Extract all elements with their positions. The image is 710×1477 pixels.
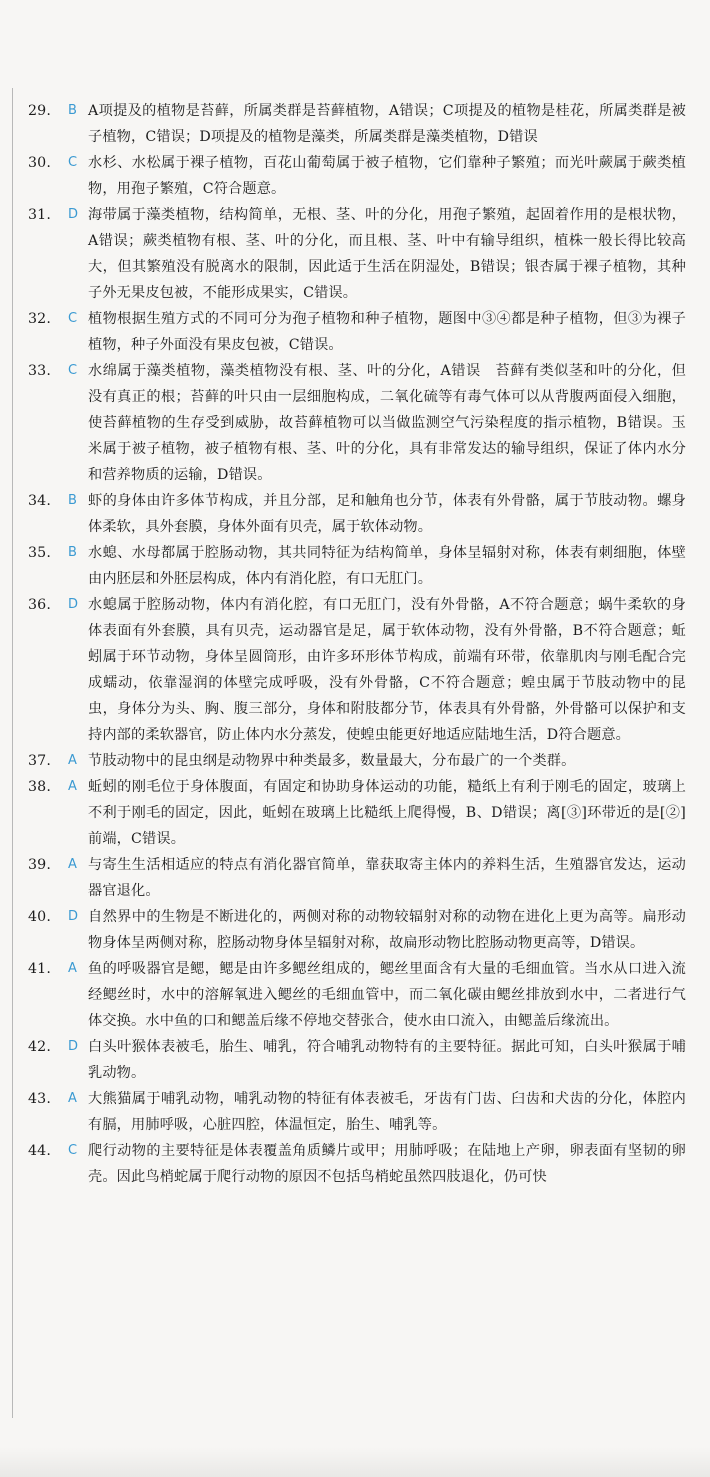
answer-letter: A (68, 753, 78, 768)
answer-item (28, 358, 686, 488)
answer-letter: A (68, 961, 78, 976)
answer-item (28, 774, 686, 852)
explanation-text: 蚯蚓的刚毛位于身体腹面，有固定和协助身体运动的功能，糙纸上有利于刚毛的固定，玻璃上不利于刚毛的固定，因此，蚯蚓在玻璃上比糙纸上爬得慢，B、D错误；离[③]环带近的是[②]前端，C错误。 (88, 779, 686, 847)
explanation-text: 水螅、水母都属于腔肠动物，其共同特征为结构简单，身体呈辐射对称，体表有刺细胞，体壁由内胚层和外胚层构成，体内有消化腔，有口无肛门。 (88, 545, 686, 587)
explanation-text: A项提及的植物是苔藓，所属类群是苔藓植物，A错误；C项提及的植物是桂花，所属类群是被子植物，C错误；D项提及的植物是藻类，所属类群是藻类植物，D错误 (88, 103, 686, 145)
question-number: 43. (28, 1091, 52, 1107)
answer-letter: B (68, 545, 78, 560)
answer-letter: D (68, 597, 79, 612)
explanation-text: 海带属于藻类植物，结构简单，无根、茎、叶的分化，用孢子繁殖，起固着作用的是根状物，A错误；蕨类植物有根、茎、叶的分化，而且根、茎、叶中有输导组织，植株一般长得比较高大，但其繁殖没有脱离水的限制，因此适于生活在阴湿处，B错误；银杏属于裸子植物，其种子外无果皮包被，不能形成果实，C错误。 (88, 207, 686, 301)
answer-item (28, 488, 686, 540)
answer-letter: A (68, 857, 78, 872)
explanation-text: 与寄生生活相适应的特点有消化器官简单，靠获取寄主体内的养料生活，生殖器官发达，运动器官退化。 (88, 857, 686, 899)
question-number: 42. (28, 1039, 52, 1055)
question-number: 40. (28, 909, 52, 925)
answer-item (28, 1086, 686, 1138)
question-number: 39. (28, 857, 52, 873)
answer-item (28, 98, 686, 150)
answer-item (28, 748, 686, 774)
answer-letter: A (68, 779, 78, 794)
answer-letter: C (68, 1143, 78, 1158)
answer-letter: C (68, 155, 78, 170)
answer-item (28, 540, 686, 592)
question-number: 44. (28, 1143, 52, 1159)
question-number: 32. (28, 311, 52, 327)
answer-item (28, 852, 686, 904)
answer-letter: D (68, 1039, 79, 1054)
explanation-text: 鱼的呼吸器官是鳃，鳃是由许多鳃丝组成的，鳃丝里面含有大量的毛细血管。当水从口进入流经鳃丝时，水中的溶解氧进入鳃丝的毛细血管中，而二氧化碳由鳃丝排放到水中，二者进行气体交换。水中鱼的口和鳃盖后缘不停地交替张合，使水由口流入，由鳃盖后缘流出。 (88, 961, 686, 1029)
margin-line (12, 88, 13, 1418)
explanation-text: 植物根据生殖方式的不同可分为孢子植物和种子植物，题图中③④都是种子植物，但③为裸子植物，种子外面没有果皮包被，C错误。 (88, 311, 686, 353)
explanation-text: 水螅属于腔肠动物，体内有消化腔，有口无肛门，没有外骨骼，A不符合题意；蜗牛柔软的身体表面有外套膜，具有贝壳，运动器官是足，属于软体动物，没有外骨骼，B不符合题意；蚯蚓属于环节动物，身体呈圆筒形，由许多环形体节构成，前端有环带，依靠肌肉与刚毛配合完成蠕动，依靠湿润的体壁完成呼吸，没有外骨骼，C不符合题意；蝗虫属于节肢动物中的昆虫，身体分为头、胸、腹三部分，身体和附肢都分节，体表具有外骨骼，外骨骼可以保护和支持内部的柔软器官，防止体内水分蒸发，使蝗虫能更好地适应陆地生活，D符合题意。 (88, 597, 686, 743)
explanation-text: 白头叶猴体表被毛，胎生、哺乳，符合哺乳动物特有的主要特征。据此可知，白头叶猴属于哺乳动物。 (88, 1039, 686, 1081)
answer-item (28, 592, 686, 748)
answer-letter: C (68, 363, 78, 378)
explanation-text: 爬行动物的主要特征是体表覆盖角质鳞片或甲；用肺呼吸；在陆地上产卵，卵表面有坚韧的卵壳。因此鸟梢蛇属于爬行动物的原因不包括鸟梢蛇虽然四肢退化，仍可快 (88, 1143, 686, 1185)
answer-item (28, 202, 686, 306)
answer-item (28, 306, 686, 358)
question-number: 30. (28, 155, 52, 171)
answer-letter: A (68, 1091, 78, 1106)
answer-letter: C (68, 311, 78, 326)
question-number: 37. (28, 753, 52, 769)
answer-item (28, 904, 686, 956)
explanation-text: 虾的身体由许多体节构成，并且分部，足和触角也分节，体表有外骨骼，属于节肢动物。螺身体柔软，具外套膜，身体外面有贝壳，属于软体动物。 (88, 493, 686, 535)
answer-item (28, 150, 686, 202)
answer-letter: D (68, 207, 79, 222)
question-number: 41. (28, 961, 52, 977)
explanation-text: 节肢动物中的昆虫纲是动物界中种类最多，数量最大，分布最广的一个类群。 (88, 753, 576, 769)
question-number: 38. (28, 779, 52, 795)
answer-letter: D (68, 909, 79, 924)
question-number: 31. (28, 207, 52, 223)
answer-item (28, 1138, 686, 1190)
question-number: 34. (28, 493, 52, 509)
explanation-text: 水杉、水松属于裸子植物，百花山葡萄属于被子植物，它们靠种子繁殖；而光叶蕨属于蕨类植物，用孢子繁殖，C符合题意。 (88, 155, 686, 197)
question-number: 33. (28, 363, 52, 379)
explanation-text: 自然界中的生物是不断进化的，两侧对称的动物较辐射对称的动物在进化上更为高等。扁形动物身体呈两侧对称，腔肠动物身体呈辐射对称，故扁形动物比腔肠动物更高等，D错误。 (88, 909, 686, 951)
question-number: 29. (28, 103, 52, 119)
question-number: 35. (28, 545, 52, 561)
question-number: 36. (28, 597, 52, 613)
answer-item (28, 956, 686, 1034)
page-bottom-shadow (0, 1447, 710, 1477)
explanation-text: 水绵属于藻类植物，藻类植物没有根、茎、叶的分化，A错误 苔藓有类似茎和叶的分化，但没有真正的根；苔藓的叶只由一层细胞构成，二氧化硫等有毒气体可以从背腹两面侵入细胞，使苔藓植物的生存受到威胁，故苔藓植物可以当做监测空气污染程度的指示植物，B错误。玉米属于被子植物，被子植物有根、茎、叶的分化，具有非常发达的输导组织，保证了体内水分和营养物质的运输，D错误。 (88, 363, 686, 483)
answer-letter: B (68, 103, 78, 118)
answer-list (28, 98, 686, 1190)
explanation-text: 大熊猫属于哺乳动物，哺乳动物的特征有体表被毛，牙齿有门齿、臼齿和犬齿的分化，体腔内有膈，用肺呼吸，心脏四腔，体温恒定，胎生、哺乳等。 (88, 1091, 686, 1133)
answer-item (28, 1034, 686, 1086)
answer-letter: B (68, 493, 78, 508)
